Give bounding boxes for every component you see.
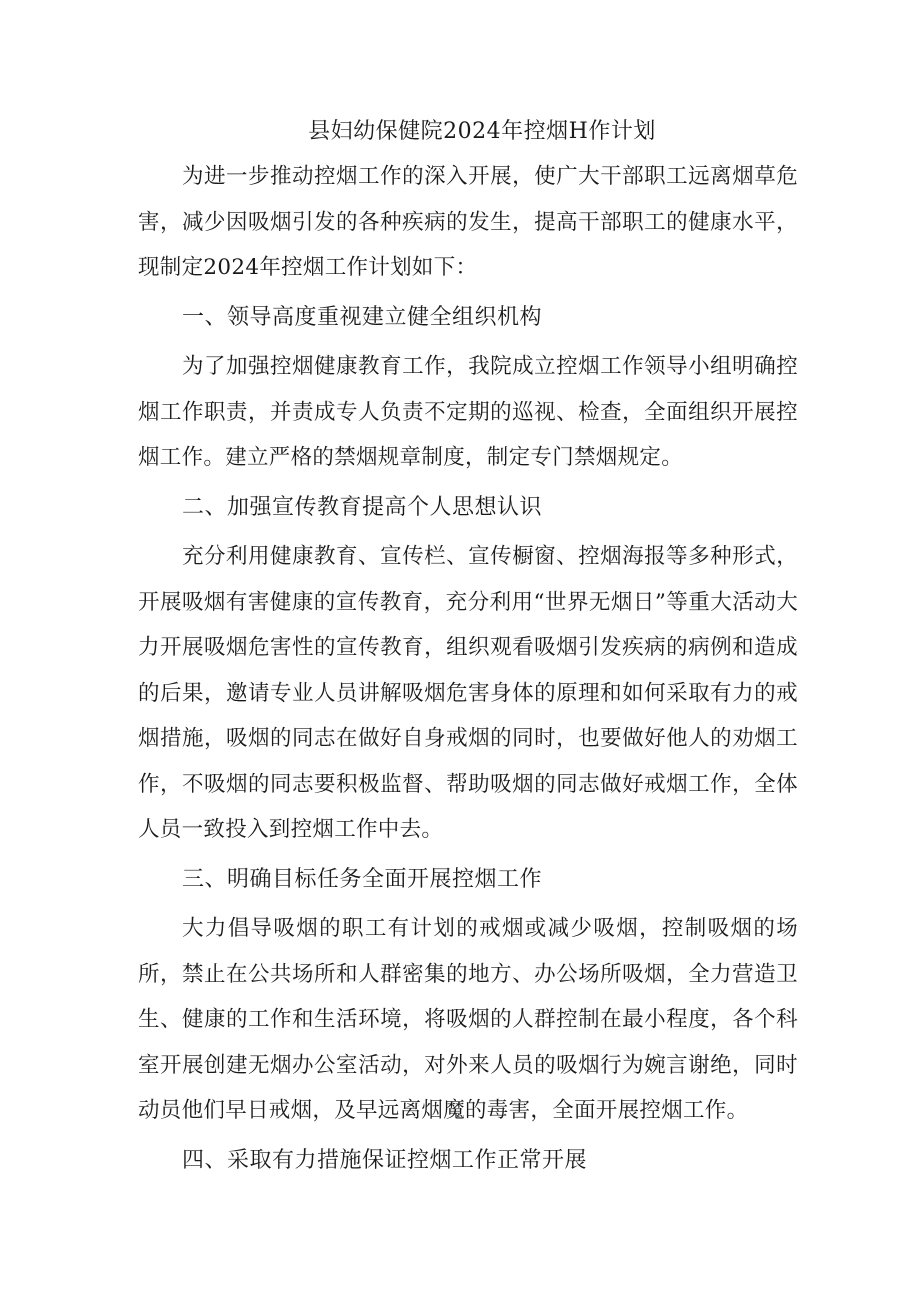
section-2-heading: 二、加强宣传教育提高个人思想认识 xyxy=(182,494,543,520)
section-3-body: 大力倡导吸烟的职工有计划的戒烟或减少吸烟，控制吸烟的场所，禁止在公共场所和人群密集的地方、办公场所吸烟，全力营造卫生、健康的工作和生活环境，将吸烟的人群控制在最小程度，各个科室开展创建无烟办公室活动，对外来人员的吸烟行为婉言谢绝，同时动员他们早日戒烟，及早远离烟魔的毒害，全面开展控烟工作。 xyxy=(138,916,798,1123)
document-title: 县妇幼保健院2024年控烟H作计划 xyxy=(308,119,656,144)
section-4-heading: 四、采取有力措施保证控烟工作正常开展 xyxy=(182,1147,588,1173)
section-3-heading: 三、明确目标任务全面开展控烟工作 xyxy=(182,866,543,892)
section-1-body: 为了加强控烟健康教育工作，我院成立控烟工作领导小组明确控烟工作职责，并责成专人负责不定期的巡视、检查，全面组织开展控烟工作。建立严格的禁烟规章制度，制定专门禁烟规定。 xyxy=(138,354,798,470)
intro-paragraph: 为进一步推动控烟工作的深入开展，使广大干部职工远离烟草危害，减少因吸烟引发的各种疾病的发生，提高干部职工的健康水平，现制定2024年控烟工作计划如下： xyxy=(138,164,798,280)
document-page xyxy=(138,112,798,1187)
section-2-body: 充分利用健康教育、宣传栏、宣传橱窗、控烟海报等多种形式，开展吸烟有害健康的宣传教育，充分利用“世界无烟日”等重大活动大力开展吸烟危害性的宣传教育，组织观看吸烟引发疾病的病例和造成的后果，邀请专业人员讲解吸烟危害身体的原理和如何采取有力的戒烟措施，吸烟的同志在做好自身戒烟的同时，也要做好他人的劝烟工作，不吸烟的同志要积极监督、帮助吸烟的同志做好戒烟工作，全体人员一致投入到控烟工作中去。 xyxy=(138,544,798,842)
section-1-heading: 一、领导高度重视建立健全组织机构 xyxy=(182,304,543,330)
